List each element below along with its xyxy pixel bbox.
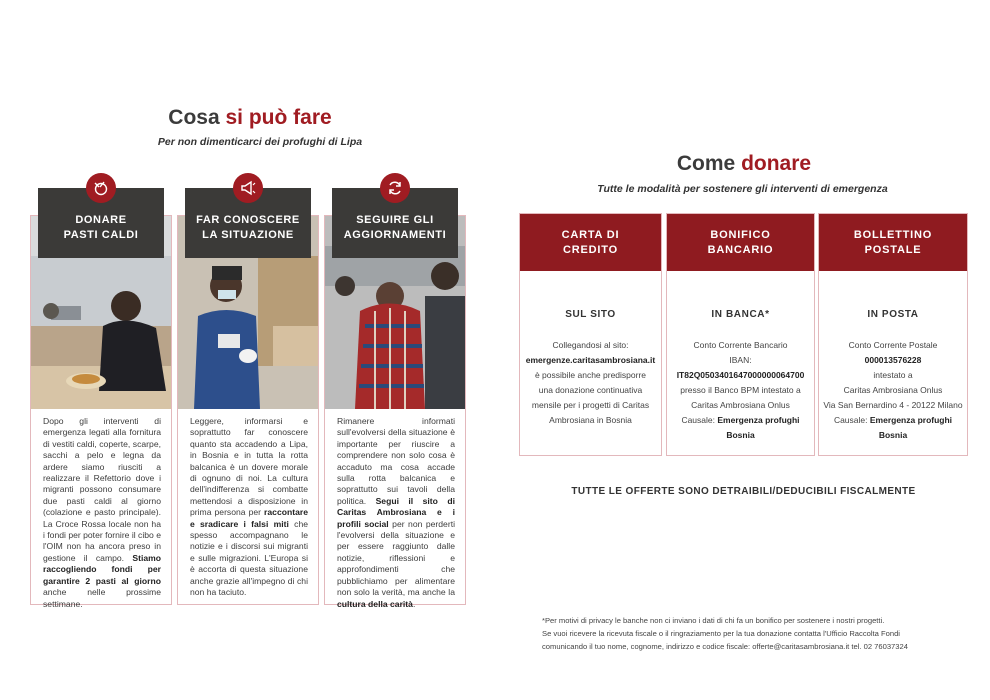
megaphone-icon xyxy=(233,173,263,203)
card-text-part: Dopo gli interventi di emergenza legati alla fornitura di vestiti caldi, coperte, scarpe, sacchi a pelo e legna da ardere siamo riusciti a realizzare il Refettorio dove i migranti possono consumare due pasti caldi al giorno (colazione e pasto principale). La Croce Rossa locale non ha i fondi per poter fornire il cibo e l'OIM non ha ancora preso in gestione il campo. xyxy=(43,416,161,563)
donation-head xyxy=(667,214,814,271)
card-donare-pasti xyxy=(30,214,172,609)
detail-line: presso il Banco BPM intestato a xyxy=(680,385,801,395)
donation-head xyxy=(819,214,967,271)
donation-method: SUL SITO xyxy=(565,309,616,320)
causale-value: Emergenza profughi Bosnia xyxy=(717,415,800,440)
detail-line: una donazione continuativa xyxy=(538,385,643,395)
donation-head-line1: BONIFICO xyxy=(710,228,771,241)
iban-text: IT82Q0503401647000000064700 xyxy=(676,370,805,380)
footnote-line: comunicando il tuo nome, cognome, indirizzo e codice fiscale: offerte@caritasambrosiana.it tel. 02 76037324 xyxy=(542,642,908,651)
donation-head-line1: BOLLETTINO xyxy=(853,228,933,241)
donation-head-line2: CREDITO xyxy=(563,243,618,256)
causale-line xyxy=(823,413,963,443)
causale-value: Emergenza profughi Bosnia xyxy=(869,415,953,440)
iban-value xyxy=(671,368,810,383)
card-label-line2: LA SITUAZIONE xyxy=(202,229,294,241)
card-text-part: che spesso accompagnano le notizie e i discorsi sui migranti e sulle migrazioni. L'Europa si è accorta di questa situazione anche grazie all'impegno di chi non ha taciuto. xyxy=(190,518,308,598)
card-label-line2: PASTI CALDI xyxy=(63,229,139,241)
account-number xyxy=(823,353,963,368)
left-title xyxy=(30,106,470,130)
detail-line: è possibile anche predisporre xyxy=(534,370,647,380)
detail-line: intestato a xyxy=(873,370,913,380)
card-text-part: Leggere, informarsi e soprattutto far conoscere quanto sta accadendo a Lipa, in Bosnia e in tutta la rotta balcanica è un dovere morale di ognuno di noi. La cultura dell'indifferenza si combatte mettendosi a disposizione in prima persona per xyxy=(190,416,308,518)
donation-head-line1: CARTA DI xyxy=(561,228,620,241)
detail-line: Collegandosi al sito: xyxy=(552,340,629,350)
right-title-prefix: Come xyxy=(676,152,742,175)
detail-line: IBAN: xyxy=(729,355,752,365)
donation-method: IN BANCA* xyxy=(711,309,770,320)
website-link-text[interactable]: emergenze.caritasambrosiana.it xyxy=(525,355,656,365)
card-text-part: . xyxy=(412,598,416,609)
food-plate-icon xyxy=(86,173,116,203)
card-text xyxy=(43,416,161,610)
donation-details xyxy=(667,338,814,443)
footnote xyxy=(542,614,908,653)
detail-line: Caritas Ambrosiana Onlus xyxy=(843,385,943,395)
refresh-icon xyxy=(380,173,410,203)
card-text xyxy=(190,416,308,599)
causale-label: Causale: xyxy=(681,415,718,425)
card-seguire xyxy=(324,214,466,609)
donation-details xyxy=(520,338,661,428)
donation-method: IN POSTA xyxy=(867,309,919,320)
footnote-line: *Per motivi di privacy le banche non ci inviano i dati di chi fa un bonifico per sostenere i nostri progetti. xyxy=(542,616,885,625)
detail-line: Conto Corrente Postale xyxy=(848,340,938,350)
card-label-line2: AGGIORNAMENTI xyxy=(343,229,447,241)
right-title xyxy=(520,152,968,176)
website-link[interactable] xyxy=(524,353,657,368)
account-number-text: 000013576228 xyxy=(864,355,922,365)
card-text-bold: Stiamo raccogliendo fondi per garantire 2 pasti al giorno xyxy=(43,552,161,586)
card-far-conoscere xyxy=(177,215,319,605)
causale-line xyxy=(671,413,810,443)
donation-bollettino xyxy=(818,213,968,456)
donation-carta-credito xyxy=(519,213,662,456)
card-text-bold: Segui il sito di Caritas Ambrosiana e i profili social xyxy=(337,495,455,529)
card-text xyxy=(337,416,455,610)
right-subtitle: Tutte le modalità per sostenere gli interventi di emergenza xyxy=(597,183,888,195)
donation-head xyxy=(520,214,661,271)
detail-line: mensile per i progetti di Caritas xyxy=(531,400,650,410)
card-text-bold: raccontare e sradicare i falsi miti xyxy=(190,507,308,529)
card-label-line1: DONARE xyxy=(75,214,127,226)
detail-line: Via San Bernardino 4 - 20122 Milano xyxy=(823,400,963,410)
card-label-line1: SEGUIRE GLI xyxy=(356,214,434,226)
donation-head-line2: POSTALE xyxy=(864,243,922,256)
card-text-part: Rimanere informati sull'evolversi della situazione è importante per riuscire a comprendere non solo cosa è accaduto ma cosa accade sulla rotta balcanica e soprattutto sui tavoli della politica. xyxy=(337,416,455,506)
detail-line: Ambrosiana in Bosnia xyxy=(549,415,632,425)
left-title-prefix: Cosa xyxy=(168,106,226,129)
donation-head-line2: BANCARIO xyxy=(707,243,774,256)
footnote-line: Se vuoi ricevere la ricevuta fiscale o il ringraziamento per la tua donazione contatta l'Ufficio Raccolta Fondi xyxy=(542,629,900,638)
causale-label: Causale: xyxy=(833,415,870,425)
card-text-part: anche nelle prossime settimane. xyxy=(43,587,161,609)
card-text-part: per non perderti l'evolversi della situazione e per essere raggiunto dalle notizie, riflessioni e approfondimenti che pubblichiamo per alimentare non solo la verità, ma anche la xyxy=(337,518,455,598)
detail-line: Conto Corrente Bancario xyxy=(693,340,788,350)
card-label-line1: FAR CONOSCERE xyxy=(196,214,300,226)
deductible-note: TUTTE LE OFFERTE SONO DETRAIBILI/DEDUCIBILI FISCALMENTE xyxy=(571,486,916,497)
detail-line: Caritas Ambrosiana Onlus xyxy=(691,400,790,410)
right-title-accent: donare xyxy=(741,152,812,175)
left-subtitle: Per non dimenticarci dei profughi di Lipa xyxy=(157,136,363,148)
left-title-accent: si può fare xyxy=(225,106,332,129)
donation-bonifico xyxy=(666,213,815,456)
donation-details xyxy=(819,338,967,443)
card-text-bold: cultura della carità xyxy=(337,598,413,609)
